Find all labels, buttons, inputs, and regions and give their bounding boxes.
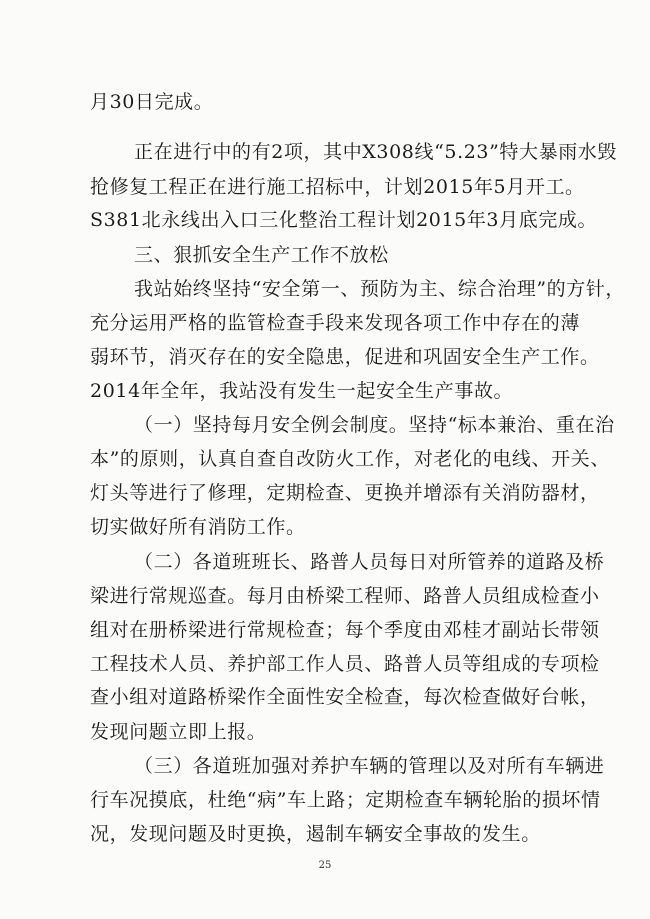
- text-line: 抢修复工程正在进行施工招标中，计划2015年5月开工。: [90, 176, 585, 198]
- text-line: 切实做好所有消防工作。: [90, 516, 306, 538]
- section-heading: 三、狠抓安全生产工作不放松: [134, 244, 389, 266]
- text-line: 弱环节，消灭存在的安全隐患，促进和巩固安全生产工作。: [90, 346, 600, 368]
- text-line: 查小组对道路桥梁作全面性安全检查，每次检查做好台帐，: [90, 686, 600, 708]
- text-line: 正在进行中的有2项，其中X308线“5.23”特大暴雨水毁: [134, 141, 618, 163]
- text-line: 组对在册桥梁进行常规检查；每个季度由邓桂才副站长带领: [90, 619, 600, 641]
- text-line: （一）坚持每月安全例会制度。坚持“标本兼治、重在治: [134, 414, 615, 436]
- text-line: 本”的原则，认真自查自改防火工作，对老化的电线、开关、: [90, 448, 610, 470]
- text-line: 2014年全年，我站没有发生一起安全生产事故。: [90, 380, 514, 402]
- text-line: 发现问题立即上报。: [90, 721, 267, 743]
- text-line: 月30日完成。: [90, 91, 214, 113]
- text-line: 充分运用严格的监管检查手段来发现各项工作中存在的薄: [90, 312, 581, 334]
- text-line: S381北永线出入口三化整治工程计划2015年3月底完成。: [90, 209, 598, 231]
- text-line: （三）各道班加强对养护车辆的管理以及对所有车辆进: [134, 755, 605, 777]
- text-line: 况，发现问题及时更换，遏制车辆安全事故的发生。: [90, 823, 541, 845]
- text-line: 灯头等进行了修理，定期检查、更换并增添有关消防器材，: [90, 482, 600, 504]
- text-line: 行车况摸底，杜绝“病”车上路；定期检查车辆轮胎的损坏情: [90, 789, 601, 811]
- text-line: 梁进行常规巡查。每月由桥梁工程师、路普人员组成检查小: [90, 585, 600, 607]
- text-line: 我站始终坚持“安全第一、预防为主、综合治理”的方针，: [134, 278, 626, 300]
- text-line: （二）各道班班长、路普人员每日对所管养的道路及桥: [134, 551, 605, 573]
- text-line: 工程技术人员、养护部工作人员、路普人员等组成的专项检: [90, 653, 600, 675]
- page-number: 25: [318, 860, 332, 871]
